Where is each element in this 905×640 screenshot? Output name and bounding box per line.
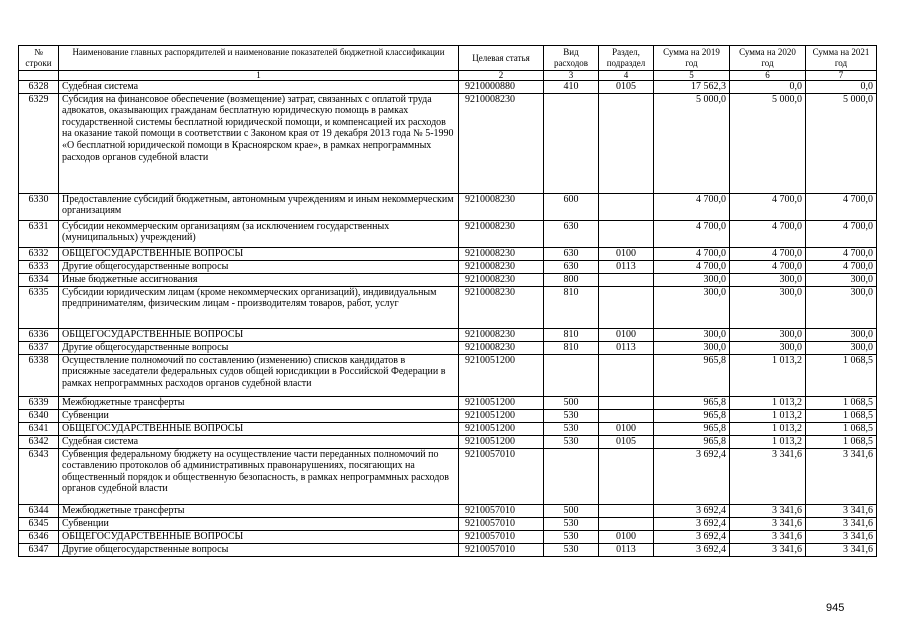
row-expense-type: 800: [544, 273, 599, 286]
row-sum-2020: 3 341,6: [730, 448, 806, 504]
row-sum-2019: 3 692,4: [654, 530, 730, 543]
row-sum-2019: 3 692,4: [654, 517, 730, 530]
row-sum-2019: 965,8: [654, 409, 730, 422]
row-number: 6334: [19, 273, 59, 286]
row-section: 0113: [599, 543, 654, 556]
row-sum-2020: 1 013,2: [730, 354, 806, 396]
row-section: [599, 409, 654, 422]
row-expense-type: 630: [544, 260, 599, 273]
column-number: 1: [59, 71, 459, 81]
column-number: 4: [599, 71, 654, 81]
row-target-article: 9210057010: [459, 530, 544, 543]
row-sum-2019: 965,8: [654, 422, 730, 435]
row-expense-type: 810: [544, 328, 599, 341]
row-sum-2019: 4 700,0: [654, 247, 730, 260]
row-expense-type: [544, 354, 599, 396]
row-target-article: 9210051200: [459, 354, 544, 396]
table-row: [19, 220, 877, 247]
row-section: [599, 286, 654, 328]
row-sum-2021: 3 341,6: [806, 517, 877, 530]
row-section: 0113: [599, 260, 654, 273]
row-sum-2021: 1 068,5: [806, 435, 877, 448]
row-name: ОБЩЕГОСУДАРСТВЕННЫЕ ВОПРОСЫ: [59, 328, 459, 341]
row-name: Субвенция федеральному бюджету на осуществление части переданных полномочий по составлению протоколов об административных правонарушениях, посягающих на общественный порядок и общественную безопасность, в рамках непрограммных расходов органов судебной власти: [59, 448, 459, 504]
row-section: 0100: [599, 530, 654, 543]
row-number: 6347: [19, 543, 59, 556]
row-section: [599, 448, 654, 504]
row-sum-2020: 1 013,2: [730, 422, 806, 435]
row-number: 6335: [19, 286, 59, 328]
row-number: 6330: [19, 193, 59, 220]
row-expense-type: 500: [544, 396, 599, 409]
row-target-article: 9210008230: [459, 328, 544, 341]
row-sum-2020: 4 700,0: [730, 247, 806, 260]
row-sum-2019: 4 700,0: [654, 260, 730, 273]
row-sum-2020: 3 341,6: [730, 530, 806, 543]
table-row: [19, 328, 877, 341]
column-number: 7: [806, 71, 877, 81]
header-target-article: Целевая статья: [459, 46, 544, 71]
row-expense-type: 530: [544, 422, 599, 435]
row-expense-type: 530: [544, 530, 599, 543]
row-sum-2020: 3 341,6: [730, 517, 806, 530]
row-target-article: 9210057010: [459, 517, 544, 530]
row-sum-2020: 300,0: [730, 328, 806, 341]
row-sum-2021: 1 068,5: [806, 396, 877, 409]
row-expense-type: 600: [544, 193, 599, 220]
row-target-article: 9210057010: [459, 504, 544, 517]
row-target-article: 9210051200: [459, 422, 544, 435]
row-number: 6329: [19, 93, 59, 193]
table-row: [19, 396, 877, 409]
row-sum-2021: 4 700,0: [806, 260, 877, 273]
row-expense-type: 410: [544, 81, 599, 94]
row-section: [599, 354, 654, 396]
row-sum-2021: 1 068,5: [806, 354, 877, 396]
header-expense-type: Вид расходов: [544, 46, 599, 71]
row-target-article: 9210057010: [459, 543, 544, 556]
row-number: 6346: [19, 530, 59, 543]
row-sum-2020: 1 013,2: [730, 409, 806, 422]
row-name: Судебная система: [59, 81, 459, 94]
table-row: [19, 247, 877, 260]
row-section: 0113: [599, 341, 654, 354]
row-sum-2019: 965,8: [654, 354, 730, 396]
row-expense-type: 630: [544, 220, 599, 247]
column-number-row: [19, 71, 877, 81]
row-expense-type: 630: [544, 247, 599, 260]
header-sum-2019: Сумма на 2019 год: [654, 46, 730, 71]
row-number: 6340: [19, 409, 59, 422]
row-number: 6336: [19, 328, 59, 341]
row-name: Субвенции: [59, 517, 459, 530]
row-sum-2021: 300,0: [806, 273, 877, 286]
table-row: [19, 504, 877, 517]
table-row: [19, 354, 877, 396]
row-sum-2021: 300,0: [806, 328, 877, 341]
row-target-article: 9210008230: [459, 260, 544, 273]
row-name: Субсидии некоммерческим организациям (за исключением государственных (муниципальных) учреждений): [59, 220, 459, 247]
column-number: 5: [654, 71, 730, 81]
row-sum-2020: 4 700,0: [730, 260, 806, 273]
column-number: 3: [544, 71, 599, 81]
row-expense-type: [544, 448, 599, 504]
row-name: Межбюджетные трансферты: [59, 396, 459, 409]
row-name: Предоставление субсидий бюджетным, автономным учреждениям и иным некоммерческим организациям: [59, 193, 459, 220]
row-sum-2020: 300,0: [730, 273, 806, 286]
row-sum-2019: 5 000,0: [654, 93, 730, 193]
row-sum-2019: 3 692,4: [654, 448, 730, 504]
table-body: [19, 81, 877, 557]
row-section: [599, 504, 654, 517]
table-row: [19, 409, 877, 422]
row-sum-2019: 300,0: [654, 286, 730, 328]
row-sum-2021: 300,0: [806, 341, 877, 354]
table-row: [19, 530, 877, 543]
header-row-no: № строки: [19, 46, 59, 71]
row-sum-2021: 0,0: [806, 81, 877, 94]
header-sum-2021: Сумма на 2021 год: [806, 46, 877, 71]
row-sum-2019: 3 692,4: [654, 504, 730, 517]
row-target-article: 9210051200: [459, 396, 544, 409]
row-section: 0100: [599, 247, 654, 260]
row-expense-type: 810: [544, 341, 599, 354]
row-number: 6342: [19, 435, 59, 448]
table-row: [19, 193, 877, 220]
row-name: Субсидии юридическим лицам (кроме некоммерческих организаций), индивидуальным предпринимателям, физическим лицам - производителям товаров, работ, услуг: [59, 286, 459, 328]
row-number: 6337: [19, 341, 59, 354]
table-row: [19, 422, 877, 435]
row-section: [599, 93, 654, 193]
row-number: 6332: [19, 247, 59, 260]
row-target-article: 9210057010: [459, 448, 544, 504]
row-sum-2021: 4 700,0: [806, 220, 877, 247]
row-name: ОБЩЕГОСУДАРСТВЕННЫЕ ВОПРОСЫ: [59, 422, 459, 435]
row-sum-2020: 300,0: [730, 286, 806, 328]
row-sum-2020: 1 013,2: [730, 396, 806, 409]
row-number: 6341: [19, 422, 59, 435]
row-number: 6343: [19, 448, 59, 504]
row-sum-2020: 4 700,0: [730, 193, 806, 220]
row-number: 6344: [19, 504, 59, 517]
row-sum-2020: 4 700,0: [730, 220, 806, 247]
table-row: [19, 286, 877, 328]
row-name: Осуществление полномочий по составлению (изменению) списков кандидатов в присяжные заседатели федеральных судов общей юрисдикции в Российской Федерации в рамках непрограммных расходов органов судебной власти: [59, 354, 459, 396]
row-sum-2020: 0,0: [730, 81, 806, 94]
row-sum-2021: 3 341,6: [806, 543, 877, 556]
row-sum-2021: 4 700,0: [806, 247, 877, 260]
row-sum-2020: 1 013,2: [730, 435, 806, 448]
row-sum-2021: 5 000,0: [806, 93, 877, 193]
row-number: 6345: [19, 517, 59, 530]
row-expense-type: 500: [544, 504, 599, 517]
row-target-article: 9210051200: [459, 409, 544, 422]
row-target-article: 9210008230: [459, 273, 544, 286]
row-sum-2019: 17 562,3: [654, 81, 730, 94]
row-name: Судебная система: [59, 435, 459, 448]
row-name: Субвенции: [59, 409, 459, 422]
row-section: 0100: [599, 328, 654, 341]
row-name: Другие общегосударственные вопросы: [59, 543, 459, 556]
row-sum-2020: 3 341,6: [730, 504, 806, 517]
row-expense-type: 530: [544, 543, 599, 556]
header-row: [19, 46, 877, 71]
header-name: Наименование главных распорядителей и наименование показателей бюджетной классификации: [59, 46, 459, 71]
row-sum-2021: 300,0: [806, 286, 877, 328]
table-row: [19, 435, 877, 448]
row-sum-2019: 300,0: [654, 341, 730, 354]
row-section: [599, 220, 654, 247]
table-row: [19, 517, 877, 530]
row-sum-2019: 4 700,0: [654, 220, 730, 247]
row-name: Иные бюджетные ассигнования: [59, 273, 459, 286]
row-sum-2021: 3 341,6: [806, 448, 877, 504]
header-section: Раздел, подраздел: [599, 46, 654, 71]
column-number: 6: [730, 71, 806, 81]
row-expense-type: 530: [544, 517, 599, 530]
row-section: [599, 396, 654, 409]
row-expense-type: [544, 93, 599, 193]
row-sum-2021: 1 068,5: [806, 409, 877, 422]
row-section: [599, 193, 654, 220]
page-number: 945: [826, 602, 845, 614]
row-name: Межбюджетные трансферты: [59, 504, 459, 517]
row-section: 0105: [599, 435, 654, 448]
row-number: 6338: [19, 354, 59, 396]
row-name: Субсидия на финансовое обеспечение (возмещение) затрат, связанных с оплатой труда адвокатов, оказывающих гражданам бесплатную юридическую помощь в рамках государственной системы бесплатной юридической помощи, и компенсацией их расходов на оказание такой помощи в соответствии с Законом края от 19 декабря 2013 года № 5-1990 «О бесплатной юридической помощи в Красноярском крае», в рамках непрограммных расходов органов судебной власти: [59, 93, 459, 193]
row-target-article: 9210008230: [459, 247, 544, 260]
table-row: [19, 93, 877, 193]
row-expense-type: 530: [544, 409, 599, 422]
table-row: [19, 273, 877, 286]
row-sum-2021: 3 341,6: [806, 504, 877, 517]
row-expense-type: 810: [544, 286, 599, 328]
table-row: [19, 260, 877, 273]
row-sum-2019: 3 692,4: [654, 543, 730, 556]
row-target-article: 9210008230: [459, 286, 544, 328]
row-sum-2019: 4 700,0: [654, 193, 730, 220]
column-number: [19, 71, 59, 81]
row-target-article: 9210000880: [459, 81, 544, 94]
row-expense-type: 530: [544, 435, 599, 448]
row-section: 0100: [599, 422, 654, 435]
row-number: 6333: [19, 260, 59, 273]
row-name: Другие общегосударственные вопросы: [59, 260, 459, 273]
row-target-article: 9210051200: [459, 435, 544, 448]
row-sum-2019: 965,8: [654, 435, 730, 448]
row-target-article: 9210008230: [459, 193, 544, 220]
column-number: 2: [459, 71, 544, 81]
row-name: ОБЩЕГОСУДАРСТВЕННЫЕ ВОПРОСЫ: [59, 247, 459, 260]
row-target-article: 9210008230: [459, 341, 544, 354]
row-number: 6328: [19, 81, 59, 94]
row-section: [599, 273, 654, 286]
table-row: [19, 341, 877, 354]
row-sum-2020: 300,0: [730, 341, 806, 354]
row-sum-2021: 1 068,5: [806, 422, 877, 435]
row-section: [599, 517, 654, 530]
row-target-article: 9210008230: [459, 220, 544, 247]
table-row: [19, 81, 877, 94]
row-target-article: 9210008230: [459, 93, 544, 193]
row-sum-2021: 3 341,6: [806, 530, 877, 543]
budget-table: [18, 45, 877, 557]
row-sum-2021: 4 700,0: [806, 193, 877, 220]
row-sum-2020: 3 341,6: [730, 543, 806, 556]
row-sum-2019: 300,0: [654, 273, 730, 286]
row-sum-2020: 5 000,0: [730, 93, 806, 193]
row-sum-2019: 300,0: [654, 328, 730, 341]
table-row: [19, 543, 877, 556]
header-sum-2020: Сумма на 2020 год: [730, 46, 806, 71]
row-number: 6339: [19, 396, 59, 409]
row-name: ОБЩЕГОСУДАРСТВЕННЫЕ ВОПРОСЫ: [59, 530, 459, 543]
row-section: 0105: [599, 81, 654, 94]
row-number: 6331: [19, 220, 59, 247]
row-name: Другие общегосударственные вопросы: [59, 341, 459, 354]
row-sum-2019: 965,8: [654, 396, 730, 409]
table-row: [19, 448, 877, 504]
